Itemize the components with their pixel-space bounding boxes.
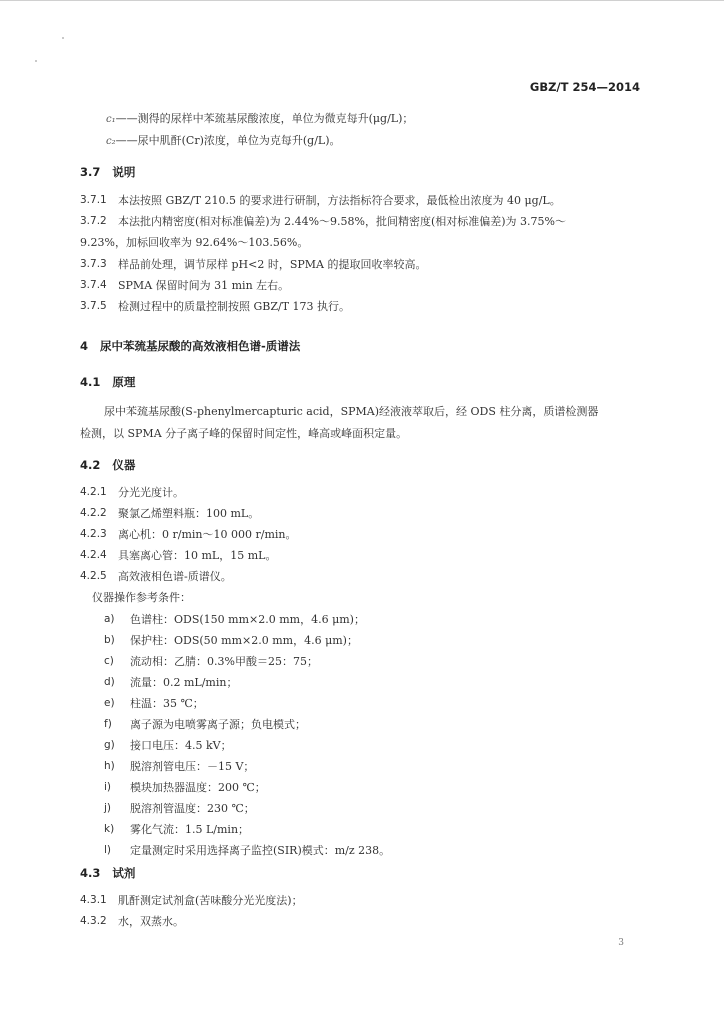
clause-text: 检测过程中的质量控制按照 GBZ/T 173 执行。 <box>118 300 351 313</box>
list-item: 脱溶剂管温度：230 ℃； <box>130 802 255 815</box>
clause-number: 3.7.5 <box>80 300 107 312</box>
clause-number: 3.7.2 <box>80 215 107 227</box>
page-number: 3 <box>618 938 624 948</box>
scan-speck <box>35 60 37 62</box>
list-label: h) <box>104 760 115 772</box>
list-item: 模块加热器温度：200 ℃； <box>130 781 266 794</box>
chapter-number: 4 <box>80 339 89 353</box>
section-title: 说明 <box>112 165 136 179</box>
chapter-4-heading <box>80 338 300 354</box>
clause-number: 3.7.3 <box>80 258 107 270</box>
clause-number: 4.3.1 <box>80 894 107 906</box>
clause-text: 本法批内精密度(相对标准偏差)为 2.44%～9.58%，批间精密度(相对标准偏差)为 3.75%～ <box>118 215 566 228</box>
clause-text: 分光光度计。 <box>118 486 184 499</box>
clause-number: 3.7.1 <box>80 194 107 206</box>
page-top-edge <box>0 0 724 1</box>
list-label: a) <box>104 613 115 625</box>
clause-text-continued: 9.23%，加标回收率为 92.64%～103.56%。 <box>80 236 309 249</box>
list-item: 柱温：35 ℃； <box>130 697 204 710</box>
list-label: i) <box>104 781 112 793</box>
clause-number: 4.2.2 <box>80 507 107 519</box>
clause-text: 聚氯乙烯塑料瓶：100 mL。 <box>118 507 260 520</box>
clause-text: SPMA 保留时间为 31 min 左右。 <box>118 279 290 292</box>
list-label: f) <box>104 718 112 730</box>
symbol-c2-desc: ——尿中肌酐(Cr)浓度，单位为克每升(g/L)。 <box>115 134 341 147</box>
scan-speck <box>62 37 64 39</box>
clause-number: 4.2.5 <box>80 570 107 582</box>
clause-number: 4.2.4 <box>80 549 107 561</box>
section-4-1-heading <box>80 374 135 390</box>
symbol-line-c1 <box>106 112 413 127</box>
principle-line-1: 尿中苯巯基尿酸(S-phenylmercapturic acid，SPMA)经液液萃取后，经 ODS 柱分离，质谱检测器 <box>104 405 599 418</box>
list-label: g) <box>104 739 115 751</box>
clause-text: 具塞离心管：10 mL，15 mL。 <box>118 549 277 562</box>
list-item: 保护柱：ODS(50 mm×2.0 mm，4.6 μm)； <box>130 634 358 647</box>
list-label: b) <box>104 634 115 646</box>
clause-text: 水，双蒸水。 <box>118 915 184 928</box>
clause-text: 离心机：0 r/min～10 000 r/min。 <box>118 528 297 541</box>
clause-text: 高效液相色谱-质谱仪。 <box>118 570 232 583</box>
conditions-title: 仪器操作参考条件： <box>92 591 191 604</box>
chapter-title: 尿中苯巯基尿酸的高效液相色谱-质谱法 <box>100 339 301 353</box>
section-number: 4.3 <box>80 866 101 880</box>
list-label: l) <box>104 844 112 856</box>
list-item: 定量测定时采用选择离子监控(SIR)模式：m/z 238。 <box>130 844 391 857</box>
section-3-7-heading <box>80 164 135 180</box>
list-label: e) <box>104 697 115 709</box>
symbol-c1-desc: ——测得的尿样中苯巯基尿酸浓度，单位为微克每升(μg/L)； <box>115 112 414 125</box>
section-title: 原理 <box>112 375 136 389</box>
list-item: 雾化气流：1.5 L/min； <box>130 823 250 836</box>
list-item: 色谱柱：ODS(150 mm×2.0 mm，4.6 μm)； <box>130 613 365 626</box>
section-title: 试剂 <box>112 866 136 880</box>
clause-text: 本法按照 GBZ/T 210.5 的要求进行研制，方法指标符合要求，最低检出浓度为 40 μg/L。 <box>118 194 561 207</box>
list-label: d) <box>104 676 115 688</box>
principle-line-2: 检测，以 SPMA 分子离子峰的保留时间定性，峰高或峰面积定量。 <box>80 427 408 440</box>
clause-number: 4.3.2 <box>80 915 107 927</box>
section-4-3-heading <box>80 865 135 881</box>
list-item: 脱溶剂管电压：－15 V； <box>130 760 255 773</box>
symbol-c2: c₂ <box>106 136 116 147</box>
clause-number: 4.2.1 <box>80 486 107 498</box>
list-label: j) <box>104 802 112 814</box>
clause-text: 肌酐测定试剂盒(苦味酸分光光度法)； <box>118 894 303 907</box>
symbol-c1: c₁ <box>106 114 116 125</box>
section-4-2-heading <box>80 457 135 473</box>
list-label: k) <box>104 823 115 835</box>
clause-number: 3.7.4 <box>80 279 107 291</box>
list-label: c) <box>104 655 114 667</box>
clause-number: 4.2.3 <box>80 528 107 540</box>
list-item: 离子源为电喷雾离子源；负电模式； <box>130 718 306 731</box>
section-number: 3.7 <box>80 165 101 179</box>
section-number: 4.2 <box>80 458 101 472</box>
section-title: 仪器 <box>112 458 136 472</box>
clause-text: 样品前处理，调节尿样 pH<2 时，SPMA 的提取回收率较高。 <box>118 258 427 271</box>
list-item: 流动相：乙腈：0.3%甲酸＝25：75； <box>130 655 318 668</box>
list-item: 流量：0.2 mL/min； <box>130 676 238 689</box>
standard-number: GBZ/T 254—2014 <box>529 80 640 94</box>
list-item: 接口电压：4.5 kV； <box>130 739 232 752</box>
symbol-line-c2 <box>106 134 341 149</box>
section-number: 4.1 <box>80 375 101 389</box>
